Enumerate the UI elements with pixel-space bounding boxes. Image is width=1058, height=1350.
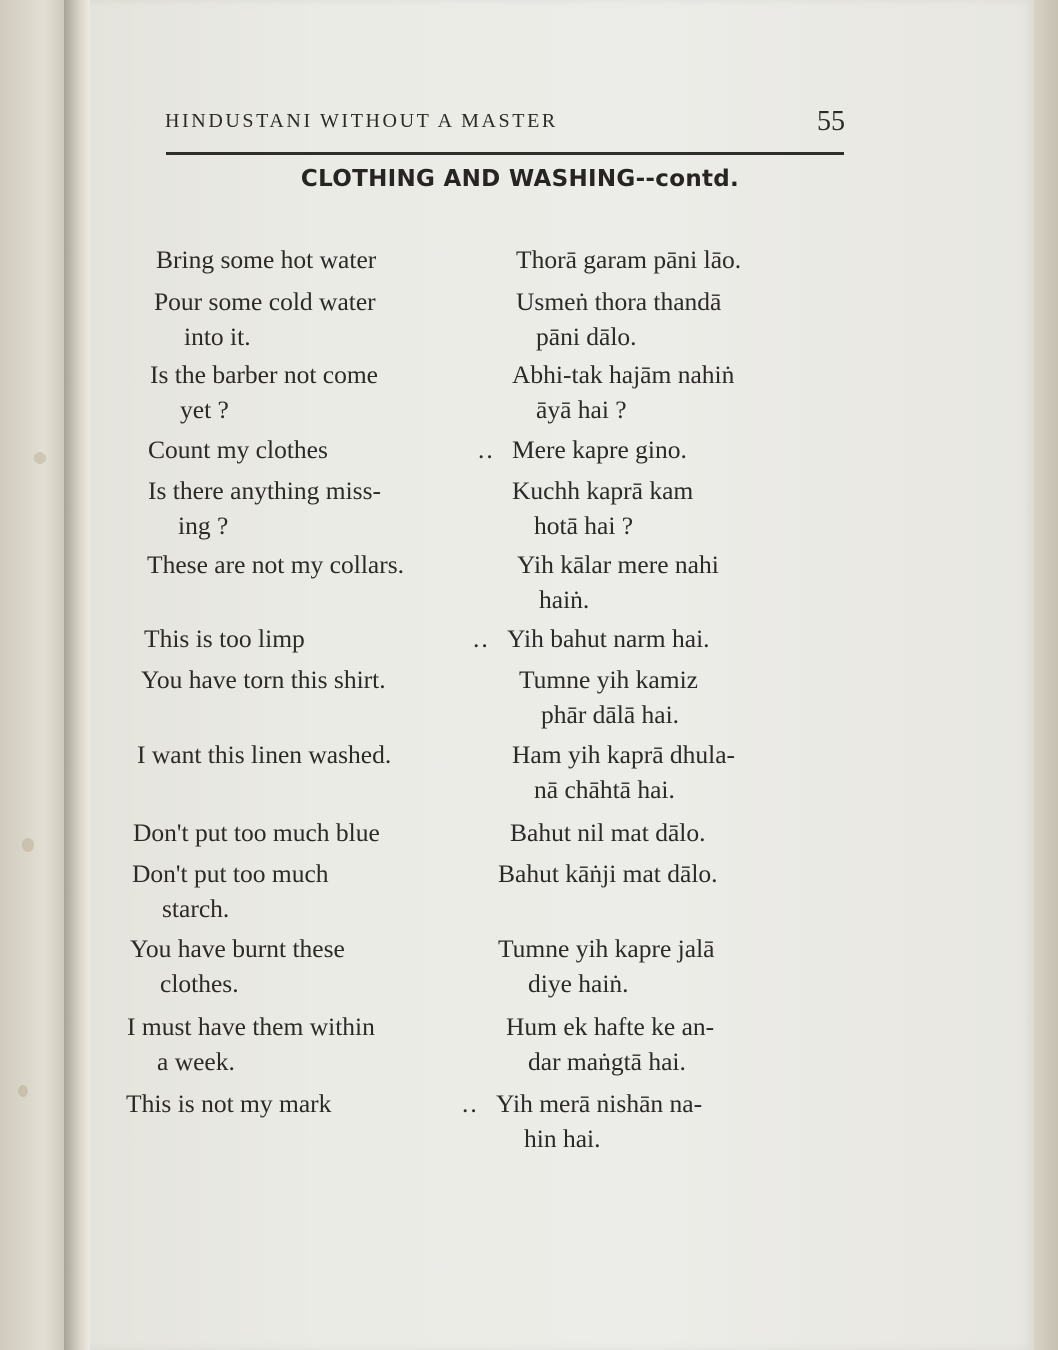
hindustani-line: diye haiṅ. bbox=[528, 969, 629, 998]
english-line: Don't put too much blue bbox=[133, 818, 380, 847]
hindustani-line: dar maṅgtā hai. bbox=[528, 1047, 686, 1076]
hindustani-line: Ham yih kaprā dhula- bbox=[512, 740, 736, 769]
english-phrase bbox=[154, 284, 509, 354]
english-phrase bbox=[150, 357, 505, 427]
hindustani-line: hotā hai ? bbox=[534, 511, 634, 540]
running-title: HINDUSTANI WITHOUT A MASTER bbox=[165, 110, 558, 132]
page-number: 55 bbox=[817, 106, 845, 137]
dot-leader: .. bbox=[478, 435, 495, 464]
hindustani-translation bbox=[498, 931, 828, 1001]
english-line: Is there anything miss- bbox=[148, 476, 381, 505]
english-phrase bbox=[127, 1009, 482, 1079]
hindustani-line: āyā hai ? bbox=[536, 395, 627, 424]
hindustani-line: Abhi-tak hajām nahiṅ bbox=[512, 360, 735, 389]
hindustani-translation bbox=[510, 815, 840, 850]
english-line: You have burnt these bbox=[130, 934, 345, 963]
hindustani-translation bbox=[517, 547, 847, 617]
hindustani-translation bbox=[516, 284, 846, 354]
hindustani-translation bbox=[512, 432, 842, 467]
english-phrase bbox=[133, 815, 488, 850]
english-line: Is the barber not come bbox=[150, 360, 378, 389]
hindustani-line: Mere kapre gino. bbox=[512, 435, 687, 464]
header-rule bbox=[166, 152, 844, 155]
english-phrase bbox=[148, 473, 503, 543]
binding-hole bbox=[18, 1085, 28, 1097]
hindustani-line: Yih merā nishān na- bbox=[496, 1089, 703, 1118]
english-line: yet ? bbox=[180, 395, 229, 424]
section-title: CLOTHING AND WASHING--contd. bbox=[300, 166, 740, 192]
hindustani-line: Tumne yih kapre jalā bbox=[498, 934, 715, 963]
hindustani-line: Thorā garam pāni lāo. bbox=[516, 245, 742, 274]
english-line: Count my clothes bbox=[148, 435, 328, 464]
english-phrase bbox=[147, 547, 502, 582]
english-phrase bbox=[148, 432, 503, 467]
hindustani-translation bbox=[512, 357, 842, 427]
english-phrase bbox=[132, 856, 487, 926]
hindustani-line: pāni dālo. bbox=[536, 322, 637, 351]
hindustani-line: Usmeṅ thora thandā bbox=[516, 287, 722, 316]
book-gutter bbox=[64, 0, 90, 1350]
hindustani-line: hin hai. bbox=[524, 1124, 601, 1153]
hindustani-translation bbox=[507, 621, 837, 656]
english-line: Pour some cold water bbox=[154, 287, 376, 316]
binding-hole bbox=[34, 452, 46, 464]
english-line: clothes. bbox=[160, 969, 239, 998]
hindustani-line: phār dālā hai. bbox=[541, 700, 680, 729]
hindustani-translation bbox=[496, 1086, 826, 1156]
hindustani-line: Yih kālar mere nahi bbox=[517, 550, 719, 579]
hindustani-line: Yih bahut narm hai. bbox=[507, 624, 710, 653]
hindustani-translation bbox=[498, 856, 828, 891]
hindustani-translation bbox=[516, 242, 846, 277]
hindustani-translation bbox=[512, 737, 842, 807]
hindustani-line: nā chāhtā hai. bbox=[534, 775, 675, 804]
dot-leader: .. bbox=[473, 624, 490, 653]
english-phrase bbox=[141, 662, 496, 697]
english-line: This is too limp bbox=[144, 624, 305, 653]
english-line: This is not my mark bbox=[126, 1089, 332, 1118]
english-line: a week. bbox=[157, 1047, 235, 1076]
english-phrase bbox=[144, 621, 499, 656]
hindustani-translation bbox=[512, 473, 842, 543]
hindustani-line: Kuchh kaprā kam bbox=[512, 476, 694, 505]
english-phrase bbox=[156, 242, 511, 277]
page-stack-edge bbox=[1034, 0, 1058, 1350]
english-line: Don't put too much bbox=[132, 859, 329, 888]
hindustani-line: Hum ek hafte ke an- bbox=[506, 1012, 715, 1041]
hindustani-translation bbox=[506, 1009, 836, 1079]
hindustani-line: Tumne yih kamiz bbox=[519, 665, 698, 694]
english-phrase bbox=[137, 737, 492, 772]
hindustani-translation bbox=[519, 662, 849, 732]
hindustani-line: Bahut kāṅji mat dālo. bbox=[498, 859, 718, 888]
english-phrase bbox=[130, 931, 485, 1001]
dot-leader: .. bbox=[462, 1089, 479, 1118]
english-phrase bbox=[126, 1086, 481, 1121]
english-line: into it. bbox=[184, 322, 251, 351]
english-line: These are not my collars. bbox=[147, 550, 405, 579]
english-line: starch. bbox=[162, 894, 230, 923]
english-line: I must have them within bbox=[127, 1012, 375, 1041]
english-line: Bring some hot water bbox=[156, 245, 377, 274]
english-line: You have torn this shirt. bbox=[141, 665, 386, 694]
hindustani-line: haiṅ. bbox=[539, 585, 590, 614]
running-head bbox=[165, 104, 845, 144]
english-line: I want this linen washed. bbox=[137, 740, 392, 769]
hindustani-line: Bahut nil mat dālo. bbox=[510, 818, 706, 847]
english-line: ing ? bbox=[178, 511, 229, 540]
binding-hole bbox=[22, 838, 34, 852]
